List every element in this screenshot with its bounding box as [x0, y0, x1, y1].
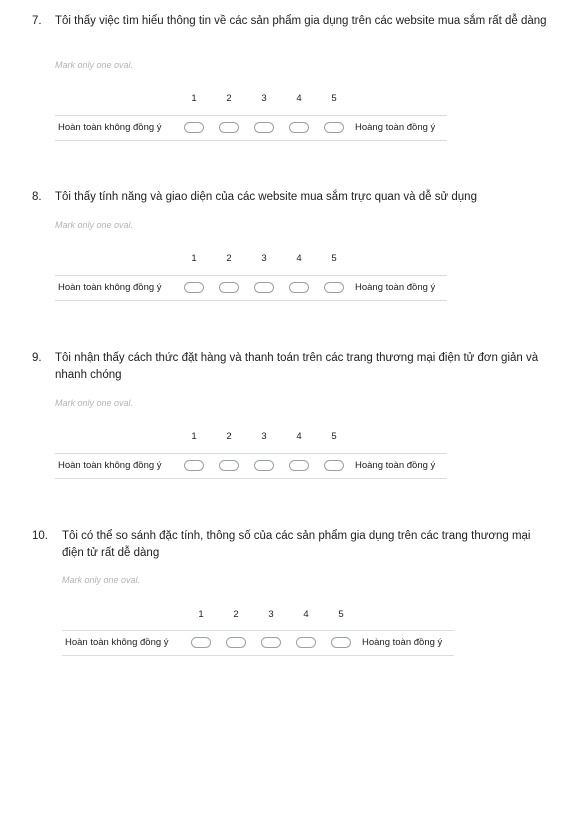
- scale-max-label: Hoàng toàn đồng ý: [355, 122, 436, 133]
- scale-number-5: 5: [331, 431, 337, 442]
- oval-option-5[interactable]: [324, 460, 344, 471]
- scale-min-label: Hoàn toàn không đồng ý: [65, 637, 169, 648]
- scale-number-4: 4: [296, 253, 302, 264]
- oval-option-3[interactable]: [254, 282, 274, 293]
- question-text: Tôi thấy tính năng và giao diện của các website mua sắm trực quan và dễ sử dụng: [55, 191, 477, 203]
- scale-max-label: Hoàng toàn đồng ý: [362, 637, 443, 648]
- scale-number-1: 1: [198, 609, 204, 620]
- scale-number-4: 4: [296, 93, 302, 104]
- oval-option-5[interactable]: [324, 122, 344, 133]
- scale-number-1: 1: [191, 253, 197, 264]
- question-text: Tôi có thể so sánh đặc tính, thông số của các sản phẩm gia dụng trên các trang thương mại điện tử rất dễ dàng: [62, 530, 531, 559]
- oval-option-3[interactable]: [254, 460, 274, 471]
- scale-number-5: 5: [331, 93, 337, 104]
- oval-option-3[interactable]: [254, 122, 274, 133]
- linear-scale-row: [55, 275, 447, 301]
- scale-number-4: 4: [303, 609, 309, 620]
- question-10: [32, 528, 552, 562]
- scale-number-5: 5: [338, 609, 344, 620]
- linear-scale-row: [55, 453, 447, 479]
- linear-scale-row: [62, 630, 454, 656]
- oval-option-1[interactable]: [184, 460, 204, 471]
- oval-option-1[interactable]: [184, 122, 204, 133]
- scale-number-3: 3: [268, 609, 274, 620]
- oval-option-4[interactable]: [289, 460, 309, 471]
- oval-option-2[interactable]: [219, 282, 239, 293]
- scale-max-label: Hoàng toàn đồng ý: [355, 282, 436, 293]
- scale-number-1: 1: [191, 431, 197, 442]
- oval-option-5[interactable]: [331, 637, 351, 648]
- oval-option-2[interactable]: [219, 460, 239, 471]
- scale-number-3: 3: [261, 93, 267, 104]
- scale-number-2: 2: [233, 609, 239, 620]
- question-number: 9.: [32, 352, 42, 364]
- scale-min-label: Hoàn toàn không đồng ý: [58, 122, 162, 133]
- scale-min-label: Hoàn toàn không đồng ý: [58, 282, 162, 293]
- oval-option-3[interactable]: [261, 637, 281, 648]
- question-text: Tôi thấy việc tìm hiểu thông tin về các sản phẩm gia dụng trên các website mua sắm rất dễ dàng: [55, 15, 547, 27]
- scale-number-2: 2: [226, 253, 232, 264]
- scale-number-4: 4: [296, 431, 302, 442]
- scale-number-3: 3: [261, 431, 267, 442]
- oval-option-1[interactable]: [184, 282, 204, 293]
- question-8: [32, 189, 552, 206]
- hint-text: Mark only one oval.: [55, 398, 134, 408]
- hint-text: Mark only one oval.: [55, 220, 134, 230]
- hint-text: Mark only one oval.: [55, 60, 134, 70]
- oval-option-1[interactable]: [191, 637, 211, 648]
- question-7: [32, 13, 552, 30]
- question-number: 7.: [32, 15, 42, 27]
- scale-number-5: 5: [331, 253, 337, 264]
- scale-number-2: 2: [226, 93, 232, 104]
- scale-number-2: 2: [226, 431, 232, 442]
- scale-number-1: 1: [191, 93, 197, 104]
- scale-min-label: Hoàn toàn không đồng ý: [58, 460, 162, 471]
- oval-option-4[interactable]: [296, 637, 316, 648]
- scale-max-label: Hoàng toàn đồng ý: [355, 460, 436, 471]
- oval-option-2[interactable]: [226, 637, 246, 648]
- hint-text: Mark only one oval.: [62, 575, 141, 585]
- oval-option-4[interactable]: [289, 282, 309, 293]
- question-number: 10.: [32, 530, 48, 542]
- oval-option-2[interactable]: [219, 122, 239, 133]
- question-number: 8.: [32, 191, 42, 203]
- question-9: [32, 350, 552, 384]
- question-text: Tôi nhận thấy cách thức đặt hàng và thanh toán trên các trang thương mại điện tử đơn giản và nhanh chóng: [55, 352, 539, 381]
- scale-number-3: 3: [261, 253, 267, 264]
- oval-option-5[interactable]: [324, 282, 344, 293]
- linear-scale-row: [55, 115, 447, 141]
- oval-option-4[interactable]: [289, 122, 309, 133]
